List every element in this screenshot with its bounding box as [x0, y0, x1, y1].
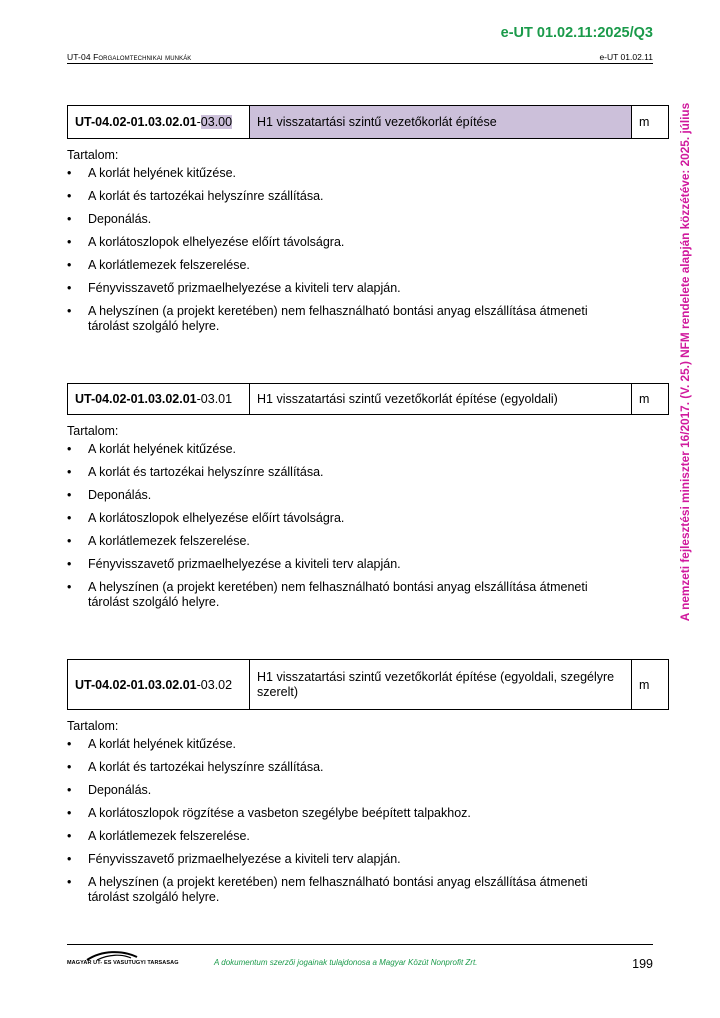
- list-item: • A korlátoszlopok elhelyezése előírt távolságra.: [67, 235, 669, 250]
- list-item: • Fényvisszavető prizmaelhelyezése a kiviteli terv alapján.: [67, 281, 669, 296]
- item-title: H1 visszatartási szintű vezetőkorlát építése (egyoldali, szegélyre szerelt): [250, 660, 632, 710]
- item-code: UT-04.02-01.03.02.01-03.01: [68, 384, 250, 415]
- item-header-table: [67, 383, 669, 415]
- contents-label: Tartalom:: [67, 148, 119, 162]
- document-code: e-UT 01.02.11:2025/Q3: [500, 25, 653, 41]
- company-logo-text: MAGYAR UT- ES VASUTUGYI TARSASAG: [67, 960, 179, 966]
- list-item: • A korlát és tartozékai helyszínre szállítása.: [67, 760, 669, 775]
- highlighted-code-suffix: 03.00: [200, 115, 233, 129]
- item-header-table: [67, 105, 669, 139]
- list-item: • A korlát és tartozékai helyszínre szállítása.: [67, 465, 669, 480]
- item-header-table: [67, 659, 669, 710]
- item-code: UT-04.02-01.03.02.01-03.02: [68, 660, 250, 710]
- contents-list: [67, 166, 669, 334]
- list-item: • A korlát helyének kitűzése.: [67, 442, 669, 457]
- list-item: • A korlát helyének kitűzése.: [67, 166, 669, 181]
- list-item: • A helyszínen (a projekt keretében) nem felhasználható bontási anyag elszállítása átmeneti tárolást szolgáló helyre.: [67, 580, 628, 610]
- page-number: 199: [632, 957, 653, 971]
- list-item: • A korlát és tartozékai helyszínre szállítása.: [67, 189, 669, 204]
- item-unit: m: [632, 106, 669, 139]
- footer-divider: [67, 944, 653, 945]
- list-item: • A korlát helyének kitűzése.: [67, 737, 669, 752]
- item-block-2: [67, 383, 669, 618]
- list-item: • A korlátlemezek felszerelése.: [67, 258, 669, 273]
- list-item: • Fényvisszavető prizmaelhelyezése a kiviteli terv alapján.: [67, 557, 669, 572]
- copyright-notice: A dokumentum szerzői jogainak tulajdonosa a Magyar Közút Nonprofit Zrt.: [214, 958, 478, 967]
- list-item: • A korlátlemezek felszerelése.: [67, 534, 669, 549]
- item-unit: m: [632, 384, 669, 415]
- item-title: H1 visszatartási szintű vezetőkorlát építése (egyoldali): [250, 384, 632, 415]
- list-item: • Fényvisszavető prizmaelhelyezése a kiviteli terv alapján.: [67, 852, 669, 867]
- list-item: • Deponálás.: [67, 212, 669, 227]
- side-publication-note: [678, 92, 694, 632]
- list-item: • Deponálás.: [67, 783, 669, 798]
- section-title: UT-04 Forgalomtechnikai munkák: [67, 52, 192, 62]
- item-block-3: [67, 659, 669, 913]
- list-item: • A korlátlemezek felszerelése.: [67, 829, 669, 844]
- header-divider: [67, 63, 653, 64]
- item-unit: m: [632, 660, 669, 710]
- document-reference: e-UT 01.02.11: [599, 52, 653, 62]
- list-item: • A korlátoszlopok rögzítése a vasbeton szegélybe beépített talpakhoz.: [67, 806, 669, 821]
- contents-list: [67, 737, 669, 905]
- side-publication-note-text: A nemzeti fejlesztési miniszter 16/2017. (V. 25.) NFM rendelete alapján közzétéve: 2025. július: [678, 102, 692, 622]
- list-item: • A korlátoszlopok elhelyezése előírt távolságra.: [67, 511, 669, 526]
- contents-list: [67, 442, 669, 610]
- item-block-1: [67, 105, 669, 342]
- list-item: • A helyszínen (a projekt keretében) nem felhasználható bontási anyag elszállítása átmeneti tárolást szolgáló helyre.: [67, 304, 628, 334]
- item-title: H1 visszatartási szintű vezetőkorlát építése: [250, 106, 632, 139]
- contents-label: Tartalom:: [67, 424, 119, 438]
- list-item: • A helyszínen (a projekt keretében) nem felhasználható bontási anyag elszállítása átmeneti tárolást szolgáló helyre.: [67, 875, 628, 905]
- contents-label: Tartalom:: [67, 719, 119, 733]
- company-logo-icon: [67, 948, 162, 970]
- list-item: • Deponálás.: [67, 488, 669, 503]
- item-code: UT-04.02-01.03.02.01-03.00: [68, 106, 250, 139]
